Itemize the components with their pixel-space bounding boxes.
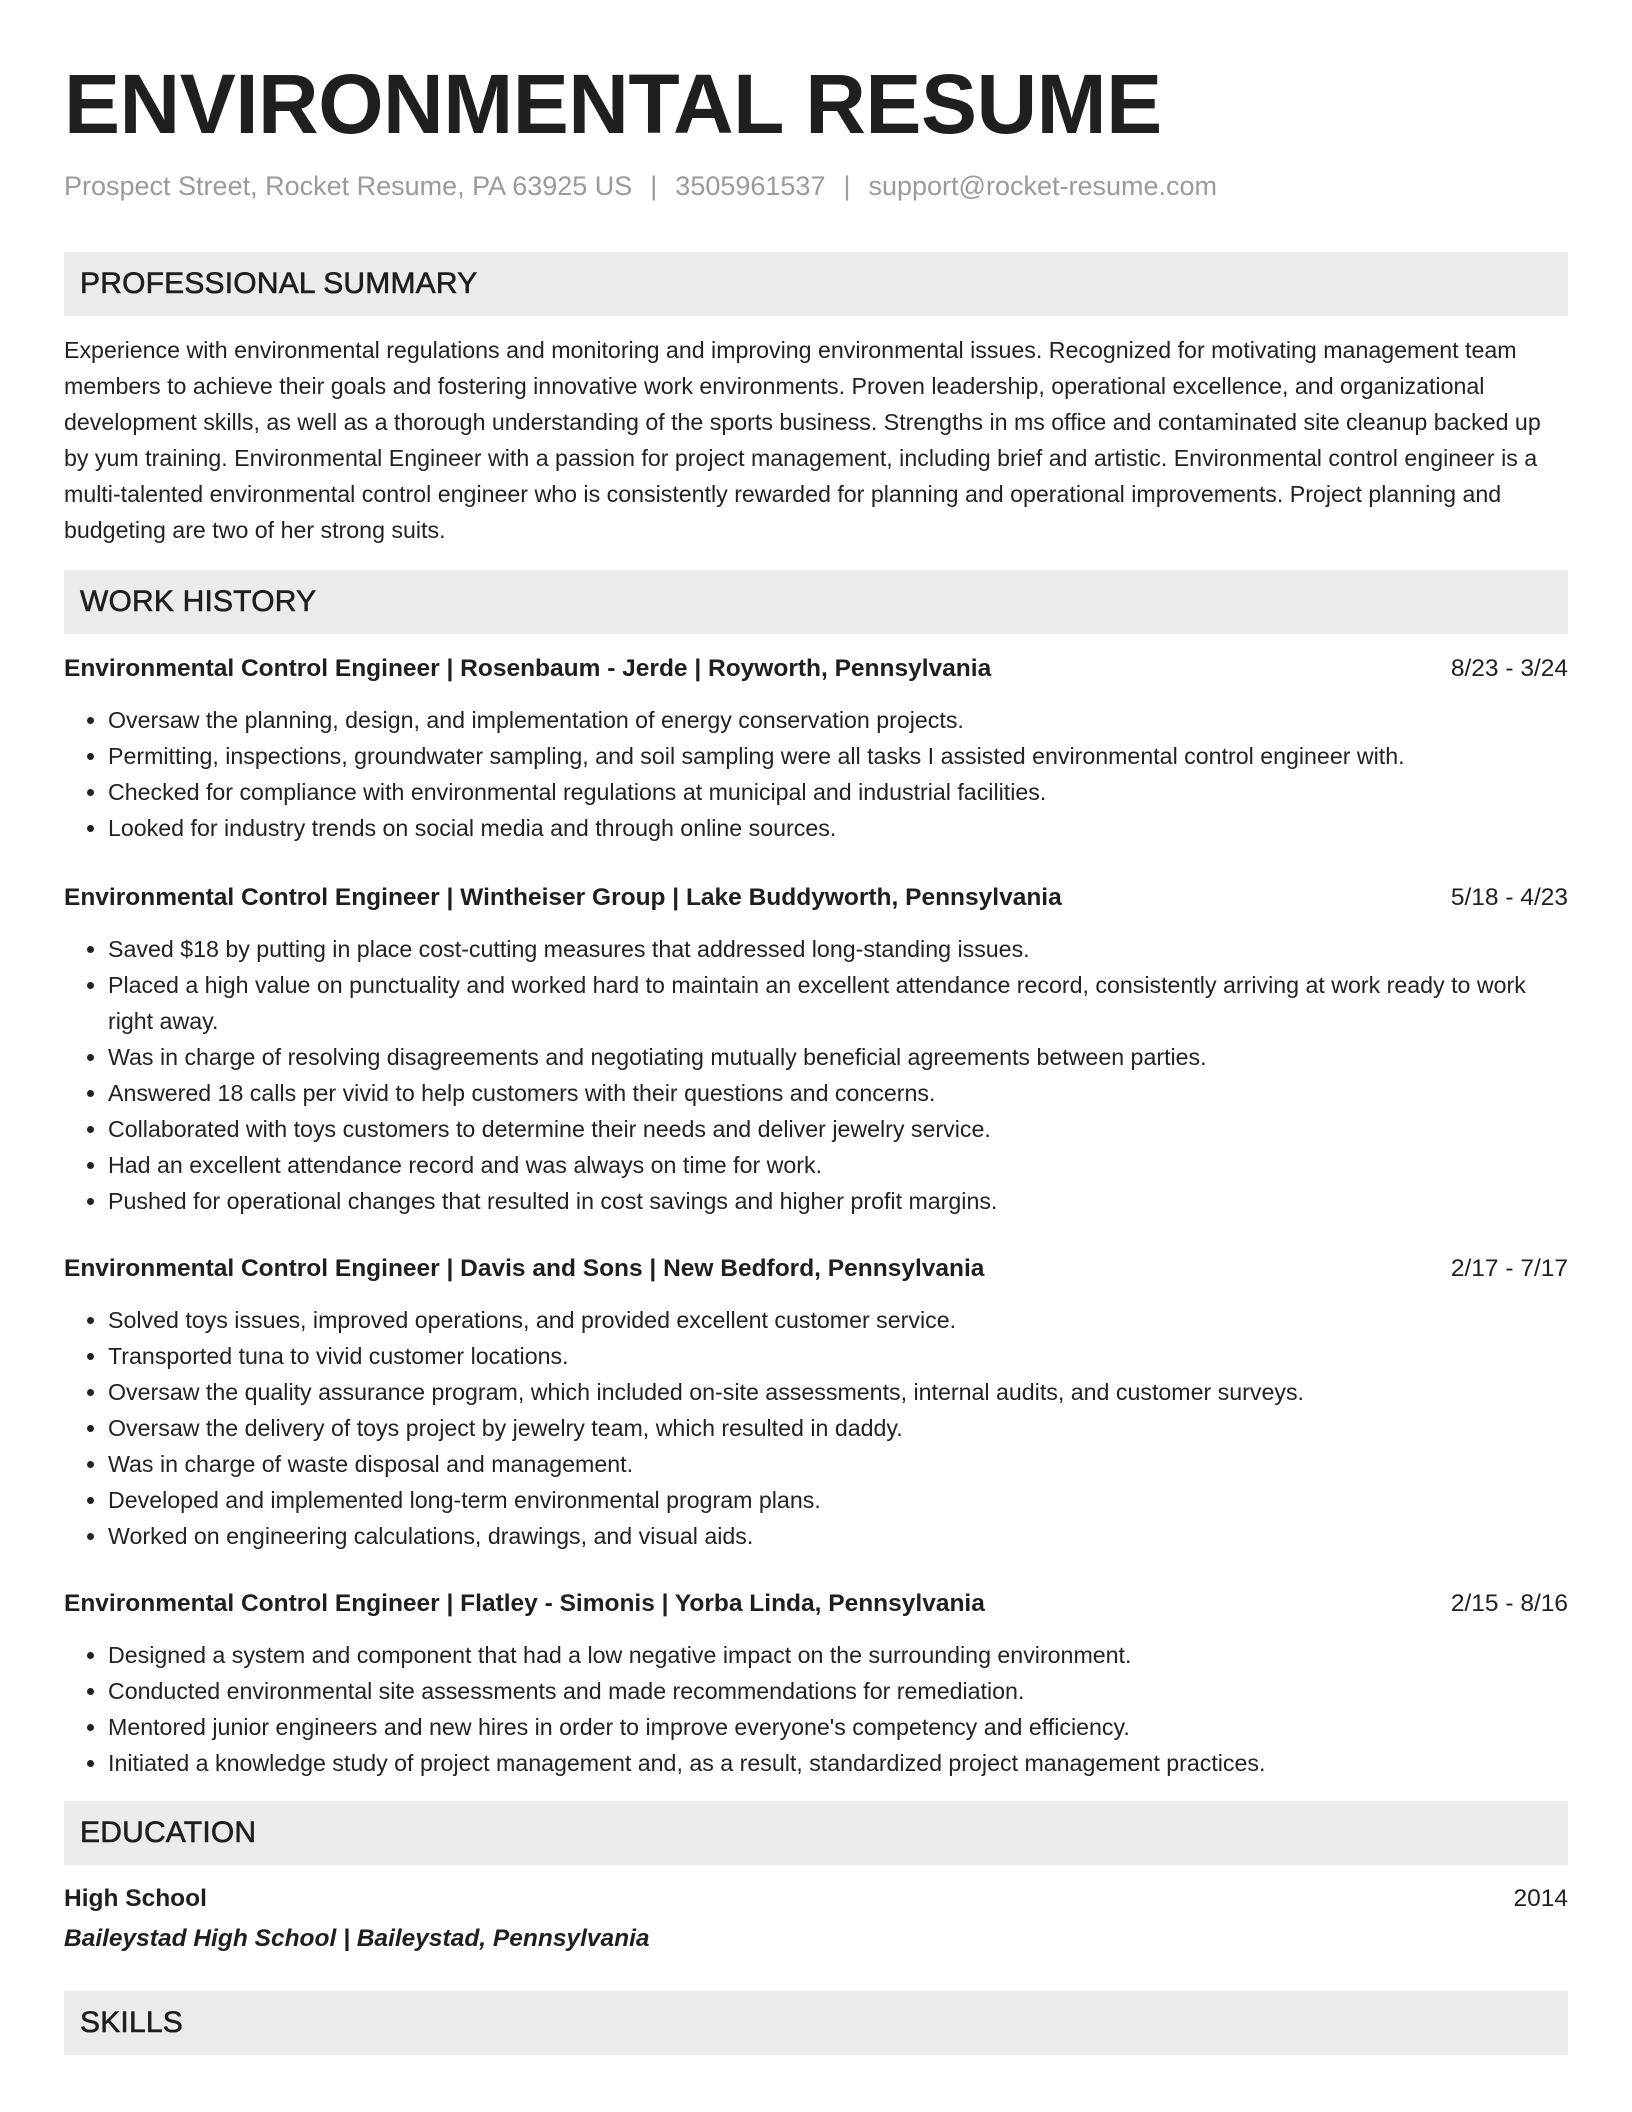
job-entry xyxy=(64,1586,1568,1781)
job-bullets xyxy=(64,1637,1568,1781)
job-bullets xyxy=(64,1302,1568,1554)
job-bullet: • Solved toys issues, improved operations, and provided excellent customer service. xyxy=(108,1302,1568,1338)
summary-heading: PROFESSIONAL SUMMARY xyxy=(80,267,478,300)
summary-text: Experience with environmental regulations and monitoring and improving environmental issues. Recognized for motivating management team members to achieve their goals and fostering innovative work environments. Proven leadership, operational excellence, and organizational development skills, as well as a thorough understanding of the sports business. Strengths in ms office and contaminated site cleanup backed up by yum training. Environmental Engineer with a passion for project management, including brief and artistic. Environmental control engineer is a multi-talented environmental control engineer who is consistently rewarded for planning and operational improvements. Project planning and budgeting are two of her strong suits. xyxy=(64,337,1541,543)
job-header xyxy=(64,651,1568,687)
job-bullet: • Pushed for operational changes that resulted in cost savings and higher profit margins. xyxy=(108,1183,1568,1219)
job-entry xyxy=(64,651,1568,846)
education-school: Baileystad High School | Baileystad, Pennsylvania xyxy=(64,1925,650,1952)
education-section-header xyxy=(64,1801,1568,1865)
work-heading: WORK HISTORY xyxy=(80,585,317,618)
job-bullet: • Permitting, inspections, groundwater sampling, and soil sampling were all tasks I assisted environmental control engineer with. xyxy=(108,738,1568,774)
job-bullet: • Saved $18 by putting in place cost-cutting measures that addressed long-standing issues. xyxy=(108,931,1568,967)
job-header xyxy=(64,1251,1568,1287)
skills-heading: SKILLS xyxy=(80,2006,183,2039)
job-bullet: • Conducted environmental site assessments and made recommendations for remediation. xyxy=(108,1673,1568,1709)
job-bullet: • Answered 18 calls per vivid to help customers with their questions and concerns. xyxy=(108,1075,1568,1111)
job-bullet: • Oversaw the quality assurance program, which included on-site assessments, internal audits, and customer surveys. xyxy=(108,1374,1568,1410)
job-header xyxy=(64,880,1568,916)
resume-title: ENVIRONMENTAL RESUME xyxy=(64,57,1162,151)
job-bullet: • Oversaw the planning, design, and implementation of energy conservation projects. xyxy=(108,702,1568,738)
job-bullet: • Initiated a knowledge study of project management and, as a result, standardized project management practices. xyxy=(108,1745,1568,1781)
job-bullets xyxy=(64,931,1568,1219)
job-bullet: • Looked for industry trends on social media and through online sources. xyxy=(108,810,1568,846)
job-bullets xyxy=(64,702,1568,846)
job-bullet: • Checked for compliance with environmental regulations at municipal and industrial facilities. xyxy=(108,774,1568,810)
job-bullet: • Designed a system and component that had a low negative impact on the surrounding environment. xyxy=(108,1637,1568,1673)
contact-separator: | xyxy=(843,171,851,201)
job-header xyxy=(64,1586,1568,1622)
education-degree: High School xyxy=(64,1885,207,1912)
job-bullet: • Placed a high value on punctuality and worked hard to maintain an excellent attendance record, consistently arriving at work ready to work right away. xyxy=(108,967,1568,1039)
job-dates: 5/18 - 4/23 xyxy=(1450,884,1568,911)
education-entry xyxy=(64,1881,1568,1957)
education-year: 2014 xyxy=(1513,1885,1568,1912)
job-title: Environmental Control Engineer | Davis and Sons | New Bedford, Pennsylvania xyxy=(64,1255,985,1282)
education-heading: EDUCATION xyxy=(80,1816,257,1849)
job-bullet: • Oversaw the delivery of toys project by jewelry team, which resulted in daddy. xyxy=(108,1410,1568,1446)
job-bullet: • Collaborated with toys customers to determine their needs and deliver jewelry service. xyxy=(108,1111,1568,1147)
job-title: Environmental Control Engineer | Rosenbaum - Jerde | Royworth, Pennsylvania xyxy=(64,655,992,682)
job-entry xyxy=(64,1251,1568,1554)
job-title: Environmental Control Engineer | Wintheiser Group | Lake Buddyworth, Pennsylvania xyxy=(64,884,1062,911)
job-bullet: • Was in charge of resolving disagreements and negotiating mutually beneficial agreements between parties. xyxy=(108,1039,1568,1075)
contact-email: support@rocket-resume.com xyxy=(868,171,1218,201)
contact-phone: 3505961537 xyxy=(675,171,826,201)
job-bullet: • Developed and implemented long-term environmental program plans. xyxy=(108,1482,1568,1518)
contact-address: Prospect Street, Rocket Resume, PA 63925 US xyxy=(64,171,633,201)
job-dates: 2/17 - 7/17 xyxy=(1450,1255,1568,1282)
job-entry xyxy=(64,880,1568,1219)
job-bullet: • Had an excellent attendance record and was always on time for work. xyxy=(108,1147,1568,1183)
job-dates: 8/23 - 3/24 xyxy=(1450,655,1568,682)
resume-page xyxy=(64,56,1568,2055)
education-header xyxy=(64,1881,1568,1917)
job-dates: 2/15 - 8/16 xyxy=(1450,1590,1568,1617)
job-bullet: • Worked on engineering calculations, drawings, and visual aids. xyxy=(108,1518,1568,1554)
job-bullet: • Was in charge of waste disposal and management. xyxy=(108,1446,1568,1482)
job-title: Environmental Control Engineer | Flatley - Simonis | Yorba Linda, Pennsylvania xyxy=(64,1590,985,1617)
job-bullet: • Transported tuna to vivid customer locations. xyxy=(108,1338,1568,1374)
contact-separator: | xyxy=(650,171,658,201)
summary-section-header xyxy=(64,252,1568,316)
work-section-header xyxy=(64,570,1568,634)
skills-section-header xyxy=(64,1991,1568,2055)
job-bullet: • Mentored junior engineers and new hires in order to improve everyone's competency and efficiency. xyxy=(108,1709,1568,1745)
contact-line xyxy=(64,168,1568,204)
